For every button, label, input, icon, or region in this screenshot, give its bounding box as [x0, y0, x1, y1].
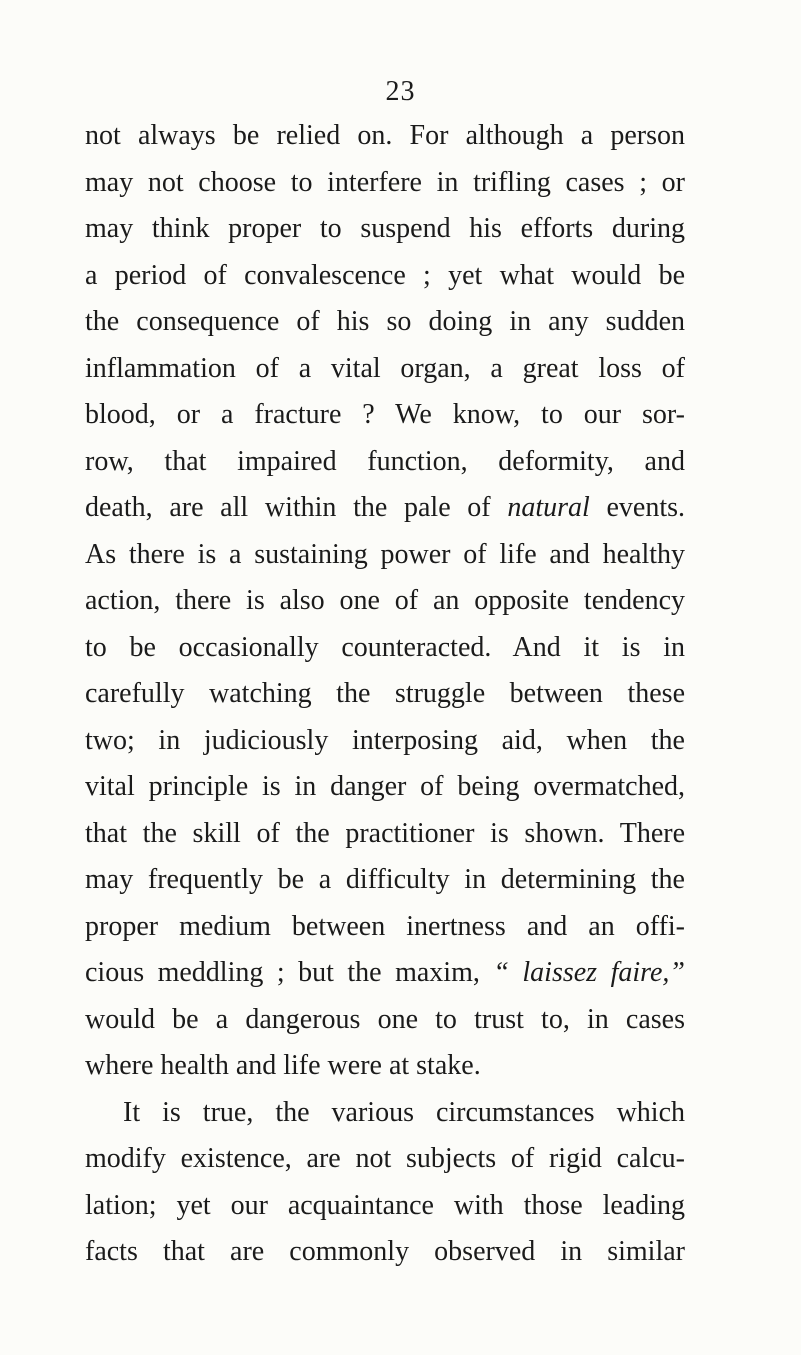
- italic-text: natural: [507, 492, 590, 523]
- text-line: may not choose to interfere in trifling cases ; or: [85, 166, 685, 198]
- text-line: carefully watching the struggle between these: [85, 678, 685, 709]
- text-line: [85, 485, 685, 532]
- page-number: 23: [385, 76, 416, 107]
- text-line: where health and life were at stake.: [85, 1050, 481, 1081]
- text-line: [85, 950, 685, 997]
- text-line: may frequently be a difficulty in determining the: [85, 864, 685, 895]
- text-line: proper medium between inertness and an offi-: [85, 910, 685, 942]
- text-line: that the skill of the practitioner is shown. There: [85, 817, 685, 849]
- text-run: cious meddling ; but the maxim,: [85, 957, 494, 988]
- text-run: death, are all within the pale of: [85, 492, 508, 523]
- text-line: not always be relied on. For although a person: [85, 120, 685, 151]
- text-line: action, there is also one of an opposite tendency: [85, 585, 685, 616]
- text-line: vital principle is in danger of being overmatched,: [85, 771, 685, 802]
- text-line: would be a dangerous one to trust to, in cases: [85, 1003, 685, 1035]
- text-line: inflammation of a vital organ, a great loss of: [85, 352, 685, 384]
- body-text: [85, 113, 685, 1276]
- text-line: It is true, the various circumstances which: [123, 1096, 685, 1128]
- italic-text: “ laissez faire,”: [493, 957, 685, 988]
- text-line: may think proper to suspend his efforts during: [85, 213, 685, 244]
- text-line: modify existence, are not subjects of rigid calcu-: [85, 1143, 685, 1174]
- text-line: As there is a sustaining power of life and healthy: [85, 538, 685, 570]
- text-line: a period of convalescence ; yet what would be: [85, 259, 685, 291]
- text-line: row, that impaired function, deformity, and: [85, 445, 685, 477]
- text-line: the consequence of his so doing in any sudden: [85, 306, 685, 337]
- text-run: events.: [589, 492, 685, 523]
- text-line: two; in judiciously interposing aid, when the: [85, 724, 685, 756]
- text-line: to be occasionally counteracted. And it is in: [85, 631, 685, 663]
- text-line: blood, or a fracture ? We know, to our sor-: [85, 399, 685, 430]
- text-line: lation; yet our acquaintance with those leading: [85, 1189, 685, 1221]
- text-line: facts that are commonly observed in similar: [85, 1236, 685, 1267]
